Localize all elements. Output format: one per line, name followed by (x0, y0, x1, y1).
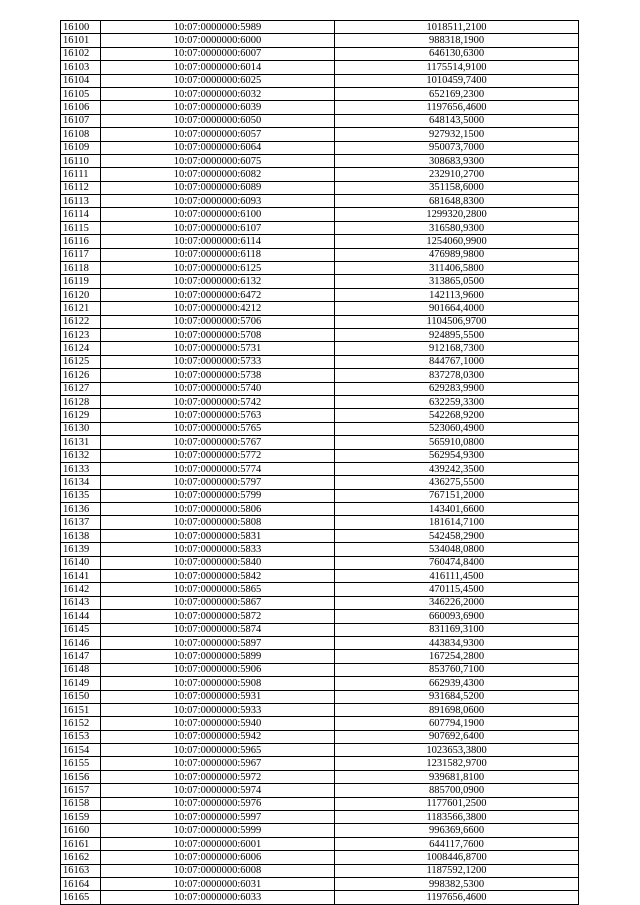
row-number-cell: 16110 (61, 154, 101, 167)
value-cell: 1104506,9700 (335, 315, 579, 328)
cadastral-number-cell: 10:07:0000000:5865 (101, 583, 335, 596)
table-row (61, 864, 579, 877)
value-cell: 831169,3100 (335, 623, 579, 636)
value-cell: 901664,4000 (335, 302, 579, 315)
cadastral-number-cell: 10:07:0000000:5965 (101, 744, 335, 757)
table-row (61, 677, 579, 690)
value-cell: 662939,4300 (335, 677, 579, 690)
table-row (61, 168, 579, 181)
row-number-cell: 16131 (61, 436, 101, 449)
value-cell: 542458,2900 (335, 529, 579, 542)
table-row (61, 355, 579, 368)
cadastral-number-cell: 10:07:0000000:6125 (101, 262, 335, 275)
cadastral-number-cell: 10:07:0000000:6001 (101, 837, 335, 850)
cadastral-number-cell: 10:07:0000000:5708 (101, 328, 335, 341)
cadastral-number-cell: 10:07:0000000:6033 (101, 891, 335, 904)
table-row (61, 47, 579, 60)
value-cell: 439242,3500 (335, 462, 579, 475)
value-cell: 939681,8100 (335, 770, 579, 783)
table-row (61, 583, 579, 596)
table-row (61, 61, 579, 74)
table-row (61, 181, 579, 194)
table-row (61, 248, 579, 261)
value-cell: 476989,9800 (335, 248, 579, 261)
table-row (61, 730, 579, 743)
row-number-cell: 16165 (61, 891, 101, 904)
row-number-cell: 16137 (61, 516, 101, 529)
table-row (61, 235, 579, 248)
cadastral-number-cell: 10:07:0000000:5874 (101, 623, 335, 636)
row-number-cell: 16134 (61, 476, 101, 489)
row-number-cell: 16145 (61, 623, 101, 636)
value-cell: 931684,5200 (335, 690, 579, 703)
value-cell: 853760,7100 (335, 663, 579, 676)
table-row (61, 784, 579, 797)
cadastral-number-cell: 10:07:0000000:5806 (101, 503, 335, 516)
row-number-cell: 16103 (61, 61, 101, 74)
value-cell: 346226,2000 (335, 596, 579, 609)
cadastral-number-cell: 10:07:0000000:5989 (101, 21, 335, 34)
cadastral-number-cell: 10:07:0000000:6089 (101, 181, 335, 194)
table-row (61, 409, 579, 422)
row-number-cell: 16163 (61, 864, 101, 877)
row-number-cell: 16156 (61, 770, 101, 783)
table-row (61, 744, 579, 757)
cadastral-number-cell: 10:07:0000000:5831 (101, 529, 335, 542)
row-number-cell: 16144 (61, 610, 101, 623)
table-row (61, 436, 579, 449)
cadastral-number-cell: 10:07:0000000:6039 (101, 101, 335, 114)
row-number-cell: 16157 (61, 784, 101, 797)
value-cell: 443834,9300 (335, 636, 579, 649)
row-number-cell: 16140 (61, 556, 101, 569)
row-number-cell: 16130 (61, 422, 101, 435)
value-cell: 562954,9300 (335, 449, 579, 462)
cadastral-number-cell: 10:07:0000000:6132 (101, 275, 335, 288)
value-cell: 436275,5500 (335, 476, 579, 489)
table-row (61, 570, 579, 583)
table-row (61, 476, 579, 489)
value-cell: 950073,7000 (335, 141, 579, 154)
cadastral-number-cell: 10:07:0000000:6025 (101, 74, 335, 87)
value-cell: 1187592,1200 (335, 864, 579, 877)
table-row (61, 811, 579, 824)
row-number-cell: 16125 (61, 355, 101, 368)
row-number-cell: 16133 (61, 462, 101, 475)
row-number-cell: 16155 (61, 757, 101, 770)
cadastral-number-cell: 10:07:0000000:5872 (101, 610, 335, 623)
value-cell: 632259,3300 (335, 395, 579, 408)
cadastral-number-cell: 10:07:0000000:6006 (101, 851, 335, 864)
table-row (61, 328, 579, 341)
row-number-cell: 16142 (61, 583, 101, 596)
table-row (61, 21, 579, 34)
table-row (61, 449, 579, 462)
row-number-cell: 16146 (61, 636, 101, 649)
value-cell: 313865,0500 (335, 275, 579, 288)
table-row (61, 703, 579, 716)
row-number-cell: 16102 (61, 47, 101, 60)
row-number-cell: 16161 (61, 837, 101, 850)
value-cell: 996369,6600 (335, 824, 579, 837)
table-body (61, 21, 579, 905)
cadastral-value-table (60, 20, 579, 905)
table-row (61, 315, 579, 328)
cadastral-number-cell: 10:07:0000000:5733 (101, 355, 335, 368)
row-number-cell: 16123 (61, 328, 101, 341)
cadastral-number-cell: 10:07:0000000:5842 (101, 570, 335, 583)
value-cell: 1023653,3800 (335, 744, 579, 757)
value-cell: 660093,6900 (335, 610, 579, 623)
table-row (61, 650, 579, 663)
value-cell: 565910,0800 (335, 436, 579, 449)
value-cell: 891698,0600 (335, 703, 579, 716)
table-row (61, 154, 579, 167)
table-row (61, 636, 579, 649)
row-number-cell: 16109 (61, 141, 101, 154)
table-row (61, 610, 579, 623)
row-number-cell: 16129 (61, 409, 101, 422)
row-number-cell: 16153 (61, 730, 101, 743)
cadastral-number-cell: 10:07:0000000:5742 (101, 395, 335, 408)
table-row (61, 262, 579, 275)
table-row (61, 74, 579, 87)
table-row (61, 422, 579, 435)
value-cell: 652169,2300 (335, 87, 579, 100)
cadastral-number-cell: 10:07:0000000:5931 (101, 690, 335, 703)
table-row (61, 690, 579, 703)
cadastral-number-cell: 10:07:0000000:6093 (101, 195, 335, 208)
table-row (61, 208, 579, 221)
table-row (61, 837, 579, 850)
cadastral-number-cell: 10:07:0000000:6114 (101, 235, 335, 248)
cadastral-number-cell: 10:07:0000000:5774 (101, 462, 335, 475)
value-cell: 998382,5300 (335, 878, 579, 891)
row-number-cell: 16162 (61, 851, 101, 864)
value-cell: 837278,0300 (335, 369, 579, 382)
row-number-cell: 16115 (61, 221, 101, 234)
table-row (61, 891, 579, 904)
value-cell: 167254,2800 (335, 650, 579, 663)
row-number-cell: 16100 (61, 21, 101, 34)
value-cell: 1175514,9100 (335, 61, 579, 74)
cadastral-number-cell: 10:07:0000000:5899 (101, 650, 335, 663)
table-row (61, 462, 579, 475)
row-number-cell: 16152 (61, 717, 101, 730)
cadastral-number-cell: 10:07:0000000:5906 (101, 663, 335, 676)
cadastral-number-cell: 10:07:0000000:5799 (101, 489, 335, 502)
cadastral-number-cell: 10:07:0000000:5740 (101, 382, 335, 395)
value-cell: 681648,8300 (335, 195, 579, 208)
value-cell: 988318,1900 (335, 34, 579, 47)
table-row (61, 87, 579, 100)
table-row (61, 623, 579, 636)
value-cell: 470115,4500 (335, 583, 579, 596)
cadastral-number-cell: 10:07:0000000:6064 (101, 141, 335, 154)
row-number-cell: 16122 (61, 315, 101, 328)
row-number-cell: 16136 (61, 503, 101, 516)
cadastral-number-cell: 10:07:0000000:5738 (101, 369, 335, 382)
row-number-cell: 16158 (61, 797, 101, 810)
cadastral-number-cell: 10:07:0000000:5942 (101, 730, 335, 743)
document-page (60, 20, 578, 905)
value-cell: 1254060,9900 (335, 235, 579, 248)
row-number-cell: 16139 (61, 543, 101, 556)
table-row (61, 369, 579, 382)
cadastral-number-cell: 10:07:0000000:5897 (101, 636, 335, 649)
value-cell: 760474,8400 (335, 556, 579, 569)
table-row (61, 878, 579, 891)
cadastral-number-cell: 10:07:0000000:5765 (101, 422, 335, 435)
value-cell: 416111,4500 (335, 570, 579, 583)
value-cell: 1183566,3800 (335, 811, 579, 824)
row-number-cell: 16124 (61, 342, 101, 355)
table-row (61, 489, 579, 502)
value-cell: 629283,9900 (335, 382, 579, 395)
row-number-cell: 16107 (61, 114, 101, 127)
cadastral-number-cell: 10:07:0000000:5706 (101, 315, 335, 328)
row-number-cell: 16164 (61, 878, 101, 891)
value-cell: 316580,9300 (335, 221, 579, 234)
cadastral-number-cell: 10:07:0000000:6107 (101, 221, 335, 234)
cadastral-number-cell: 10:07:0000000:6050 (101, 114, 335, 127)
cadastral-number-cell: 10:07:0000000:5940 (101, 717, 335, 730)
table-row (61, 543, 579, 556)
row-number-cell: 16120 (61, 288, 101, 301)
value-cell: 542268,9200 (335, 409, 579, 422)
table-row (61, 503, 579, 516)
value-cell: 648143,5000 (335, 114, 579, 127)
value-cell: 924895,5500 (335, 328, 579, 341)
table-row (61, 302, 579, 315)
table-row (61, 141, 579, 154)
row-number-cell: 16126 (61, 369, 101, 382)
cadastral-number-cell: 10:07:0000000:4212 (101, 302, 335, 315)
value-cell: 534048,0800 (335, 543, 579, 556)
row-number-cell: 16114 (61, 208, 101, 221)
cadastral-number-cell: 10:07:0000000:6031 (101, 878, 335, 891)
table-row (61, 128, 579, 141)
value-cell: 927932,1500 (335, 128, 579, 141)
cadastral-number-cell: 10:07:0000000:5908 (101, 677, 335, 690)
value-cell: 308683,9300 (335, 154, 579, 167)
row-number-cell: 16118 (61, 262, 101, 275)
table-row (61, 221, 579, 234)
table-row (61, 195, 579, 208)
table-row (61, 395, 579, 408)
table-row (61, 717, 579, 730)
table-row (61, 663, 579, 676)
cadastral-number-cell: 10:07:0000000:5999 (101, 824, 335, 837)
cadastral-number-cell: 10:07:0000000:5731 (101, 342, 335, 355)
cadastral-number-cell: 10:07:0000000:6075 (101, 154, 335, 167)
cadastral-number-cell: 10:07:0000000:6082 (101, 168, 335, 181)
table-row (61, 529, 579, 542)
value-cell: 311406,5800 (335, 262, 579, 275)
cadastral-number-cell: 10:07:0000000:6057 (101, 128, 335, 141)
value-cell: 907692,6400 (335, 730, 579, 743)
row-number-cell: 16147 (61, 650, 101, 663)
row-number-cell: 16104 (61, 74, 101, 87)
cadastral-number-cell: 10:07:0000000:5833 (101, 543, 335, 556)
value-cell: 885700,0900 (335, 784, 579, 797)
row-number-cell: 16116 (61, 235, 101, 248)
cadastral-number-cell: 10:07:0000000:5976 (101, 797, 335, 810)
table-row (61, 34, 579, 47)
value-cell: 351158,6000 (335, 181, 579, 194)
value-cell: 1299320,2800 (335, 208, 579, 221)
value-cell: 523060,4900 (335, 422, 579, 435)
cadastral-number-cell: 10:07:0000000:5763 (101, 409, 335, 422)
row-number-cell: 16108 (61, 128, 101, 141)
row-number-cell: 16150 (61, 690, 101, 703)
value-cell: 143401,6600 (335, 503, 579, 516)
row-number-cell: 16128 (61, 395, 101, 408)
table-row (61, 288, 579, 301)
table-row (61, 596, 579, 609)
row-number-cell: 16113 (61, 195, 101, 208)
value-cell: 1177601,2500 (335, 797, 579, 810)
row-number-cell: 16135 (61, 489, 101, 502)
value-cell: 844767,1000 (335, 355, 579, 368)
row-number-cell: 16119 (61, 275, 101, 288)
row-number-cell: 16117 (61, 248, 101, 261)
row-number-cell: 16105 (61, 87, 101, 100)
row-number-cell: 16141 (61, 570, 101, 583)
table-row (61, 556, 579, 569)
row-number-cell: 16159 (61, 811, 101, 824)
cadastral-number-cell: 10:07:0000000:5974 (101, 784, 335, 797)
cadastral-number-cell: 10:07:0000000:5767 (101, 436, 335, 449)
value-cell: 1008446,8700 (335, 851, 579, 864)
cadastral-number-cell: 10:07:0000000:5808 (101, 516, 335, 529)
table-row (61, 770, 579, 783)
value-cell: 181614,7100 (335, 516, 579, 529)
row-number-cell: 16112 (61, 181, 101, 194)
table-row (61, 342, 579, 355)
row-number-cell: 16149 (61, 677, 101, 690)
value-cell: 1010459,7400 (335, 74, 579, 87)
row-number-cell: 16151 (61, 703, 101, 716)
table-row (61, 516, 579, 529)
row-number-cell: 16111 (61, 168, 101, 181)
row-number-cell: 16143 (61, 596, 101, 609)
row-number-cell: 16138 (61, 529, 101, 542)
value-cell: 607794,1900 (335, 717, 579, 730)
value-cell: 1018511,2100 (335, 21, 579, 34)
table-row (61, 101, 579, 114)
row-number-cell: 16127 (61, 382, 101, 395)
row-number-cell: 16154 (61, 744, 101, 757)
row-number-cell: 16148 (61, 663, 101, 676)
table-row (61, 114, 579, 127)
value-cell: 1231582,9700 (335, 757, 579, 770)
table-row (61, 757, 579, 770)
table-row (61, 797, 579, 810)
cadastral-number-cell: 10:07:0000000:6472 (101, 288, 335, 301)
value-cell: 912168,7300 (335, 342, 579, 355)
row-number-cell: 16101 (61, 34, 101, 47)
table-row (61, 824, 579, 837)
table-row (61, 382, 579, 395)
value-cell: 646130,6300 (335, 47, 579, 60)
value-cell: 142113,9600 (335, 288, 579, 301)
row-number-cell: 16106 (61, 101, 101, 114)
row-number-cell: 16132 (61, 449, 101, 462)
value-cell: 232910,2700 (335, 168, 579, 181)
table-row (61, 851, 579, 864)
row-number-cell: 16121 (61, 302, 101, 315)
cadastral-number-cell: 10:07:0000000:5972 (101, 770, 335, 783)
cadastral-number-cell: 10:07:0000000:6007 (101, 47, 335, 60)
value-cell: 1197656,4600 (335, 891, 579, 904)
cadastral-number-cell: 10:07:0000000:5840 (101, 556, 335, 569)
row-number-cell: 16160 (61, 824, 101, 837)
cadastral-number-cell: 10:07:0000000:6032 (101, 87, 335, 100)
cadastral-number-cell: 10:07:0000000:6014 (101, 61, 335, 74)
table-row (61, 275, 579, 288)
value-cell: 767151,2000 (335, 489, 579, 502)
value-cell: 1197656,4600 (335, 101, 579, 114)
cadastral-number-cell: 10:07:0000000:6100 (101, 208, 335, 221)
cadastral-number-cell: 10:07:0000000:5933 (101, 703, 335, 716)
cadastral-number-cell: 10:07:0000000:5772 (101, 449, 335, 462)
cadastral-number-cell: 10:07:0000000:5997 (101, 811, 335, 824)
cadastral-number-cell: 10:07:0000000:5867 (101, 596, 335, 609)
cadastral-number-cell: 10:07:0000000:5967 (101, 757, 335, 770)
cadastral-number-cell: 10:07:0000000:6118 (101, 248, 335, 261)
cadastral-number-cell: 10:07:0000000:6000 (101, 34, 335, 47)
cadastral-number-cell: 10:07:0000000:5797 (101, 476, 335, 489)
cadastral-number-cell: 10:07:0000000:6008 (101, 864, 335, 877)
value-cell: 644117,7600 (335, 837, 579, 850)
